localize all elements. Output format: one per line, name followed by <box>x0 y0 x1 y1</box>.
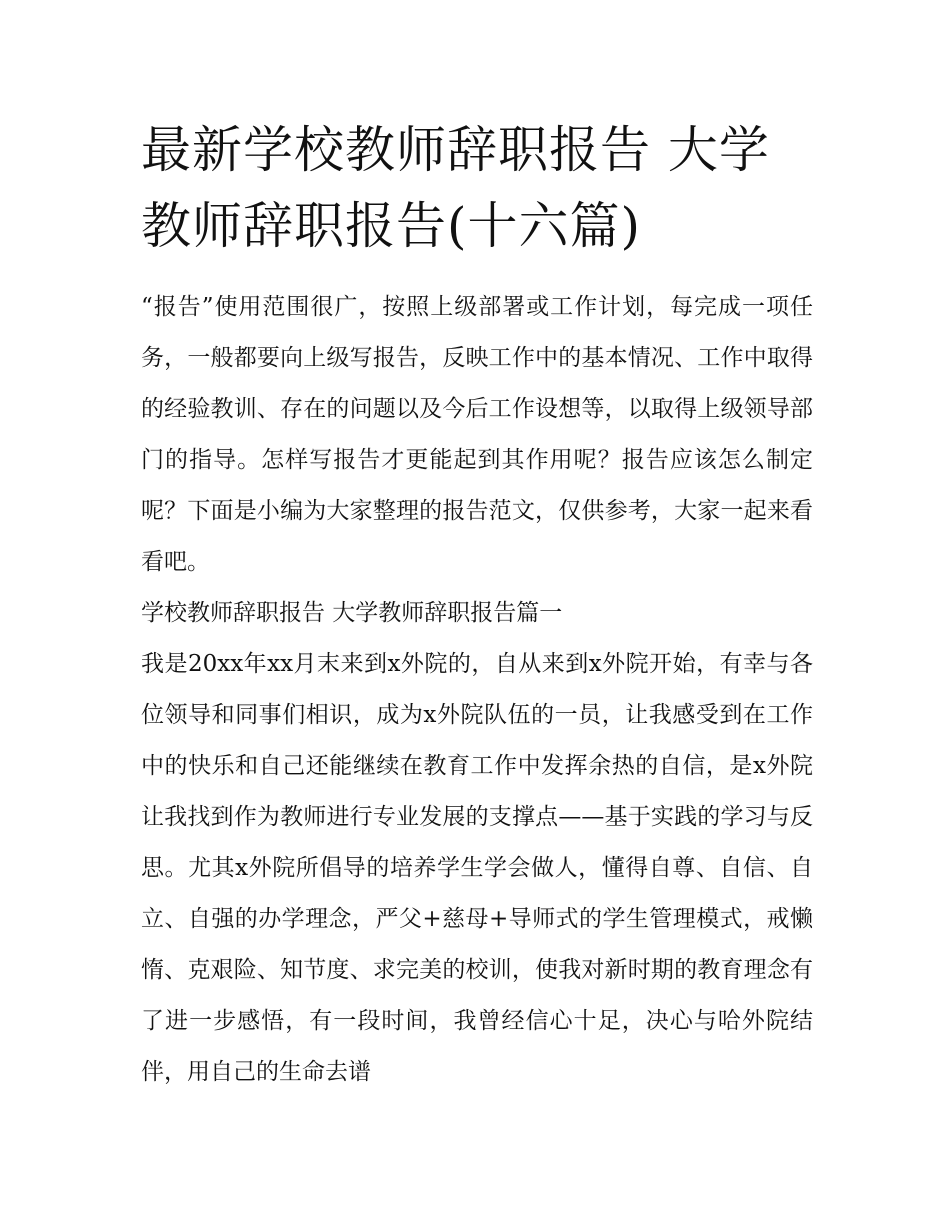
document-title: 最新学校教师辞职报告 大学教师辞职报告(十六篇) <box>141 121 770 255</box>
section-heading: 学校教师辞职报告 大学教师辞职报告篇一 <box>141 600 563 626</box>
document-content <box>141 112 813 1098</box>
document-body <box>141 282 813 1098</box>
intro-paragraph: “报告”使用范围很广，按照上级部署或工作计划，每完成一项任务，一般都要向上级写报告，反映工作中的基本情况、工作中取得的经验教训、存在的问题以及今后工作设想等，以取得上级领导部门的指导。怎样写报告才更能起到其作用呢？报告应该怎么制定呢？下面是小编为大家整理的报告范文，仅供参考，大家一起来看看吧。 <box>141 294 813 575</box>
section-paragraph: 我是20xx年xx月末来到x外院的，自从来到x外院开始，有幸与各位领导和同事们相识，成为x外院队伍的一员，让我感受到在工作中的快乐和自己还能继续在教育工作中发挥余热的自信，是x外院让我找到作为教师进行专业发展的支撑点——基于实践的学习与反思。尤其x外院所倡导的培养学生学会做人，懂得自尊、自信、自立、自强的办学理念，严父+慈母+导师式的学生管理模式，戒懒惰、克艰险、知节度、求完美的校训，使我对新时期的教育理念有了进一步感悟，有一段时间，我曾经信心十足，决心与哈外院结伴，用自己的生命去谱 <box>141 651 813 1085</box>
